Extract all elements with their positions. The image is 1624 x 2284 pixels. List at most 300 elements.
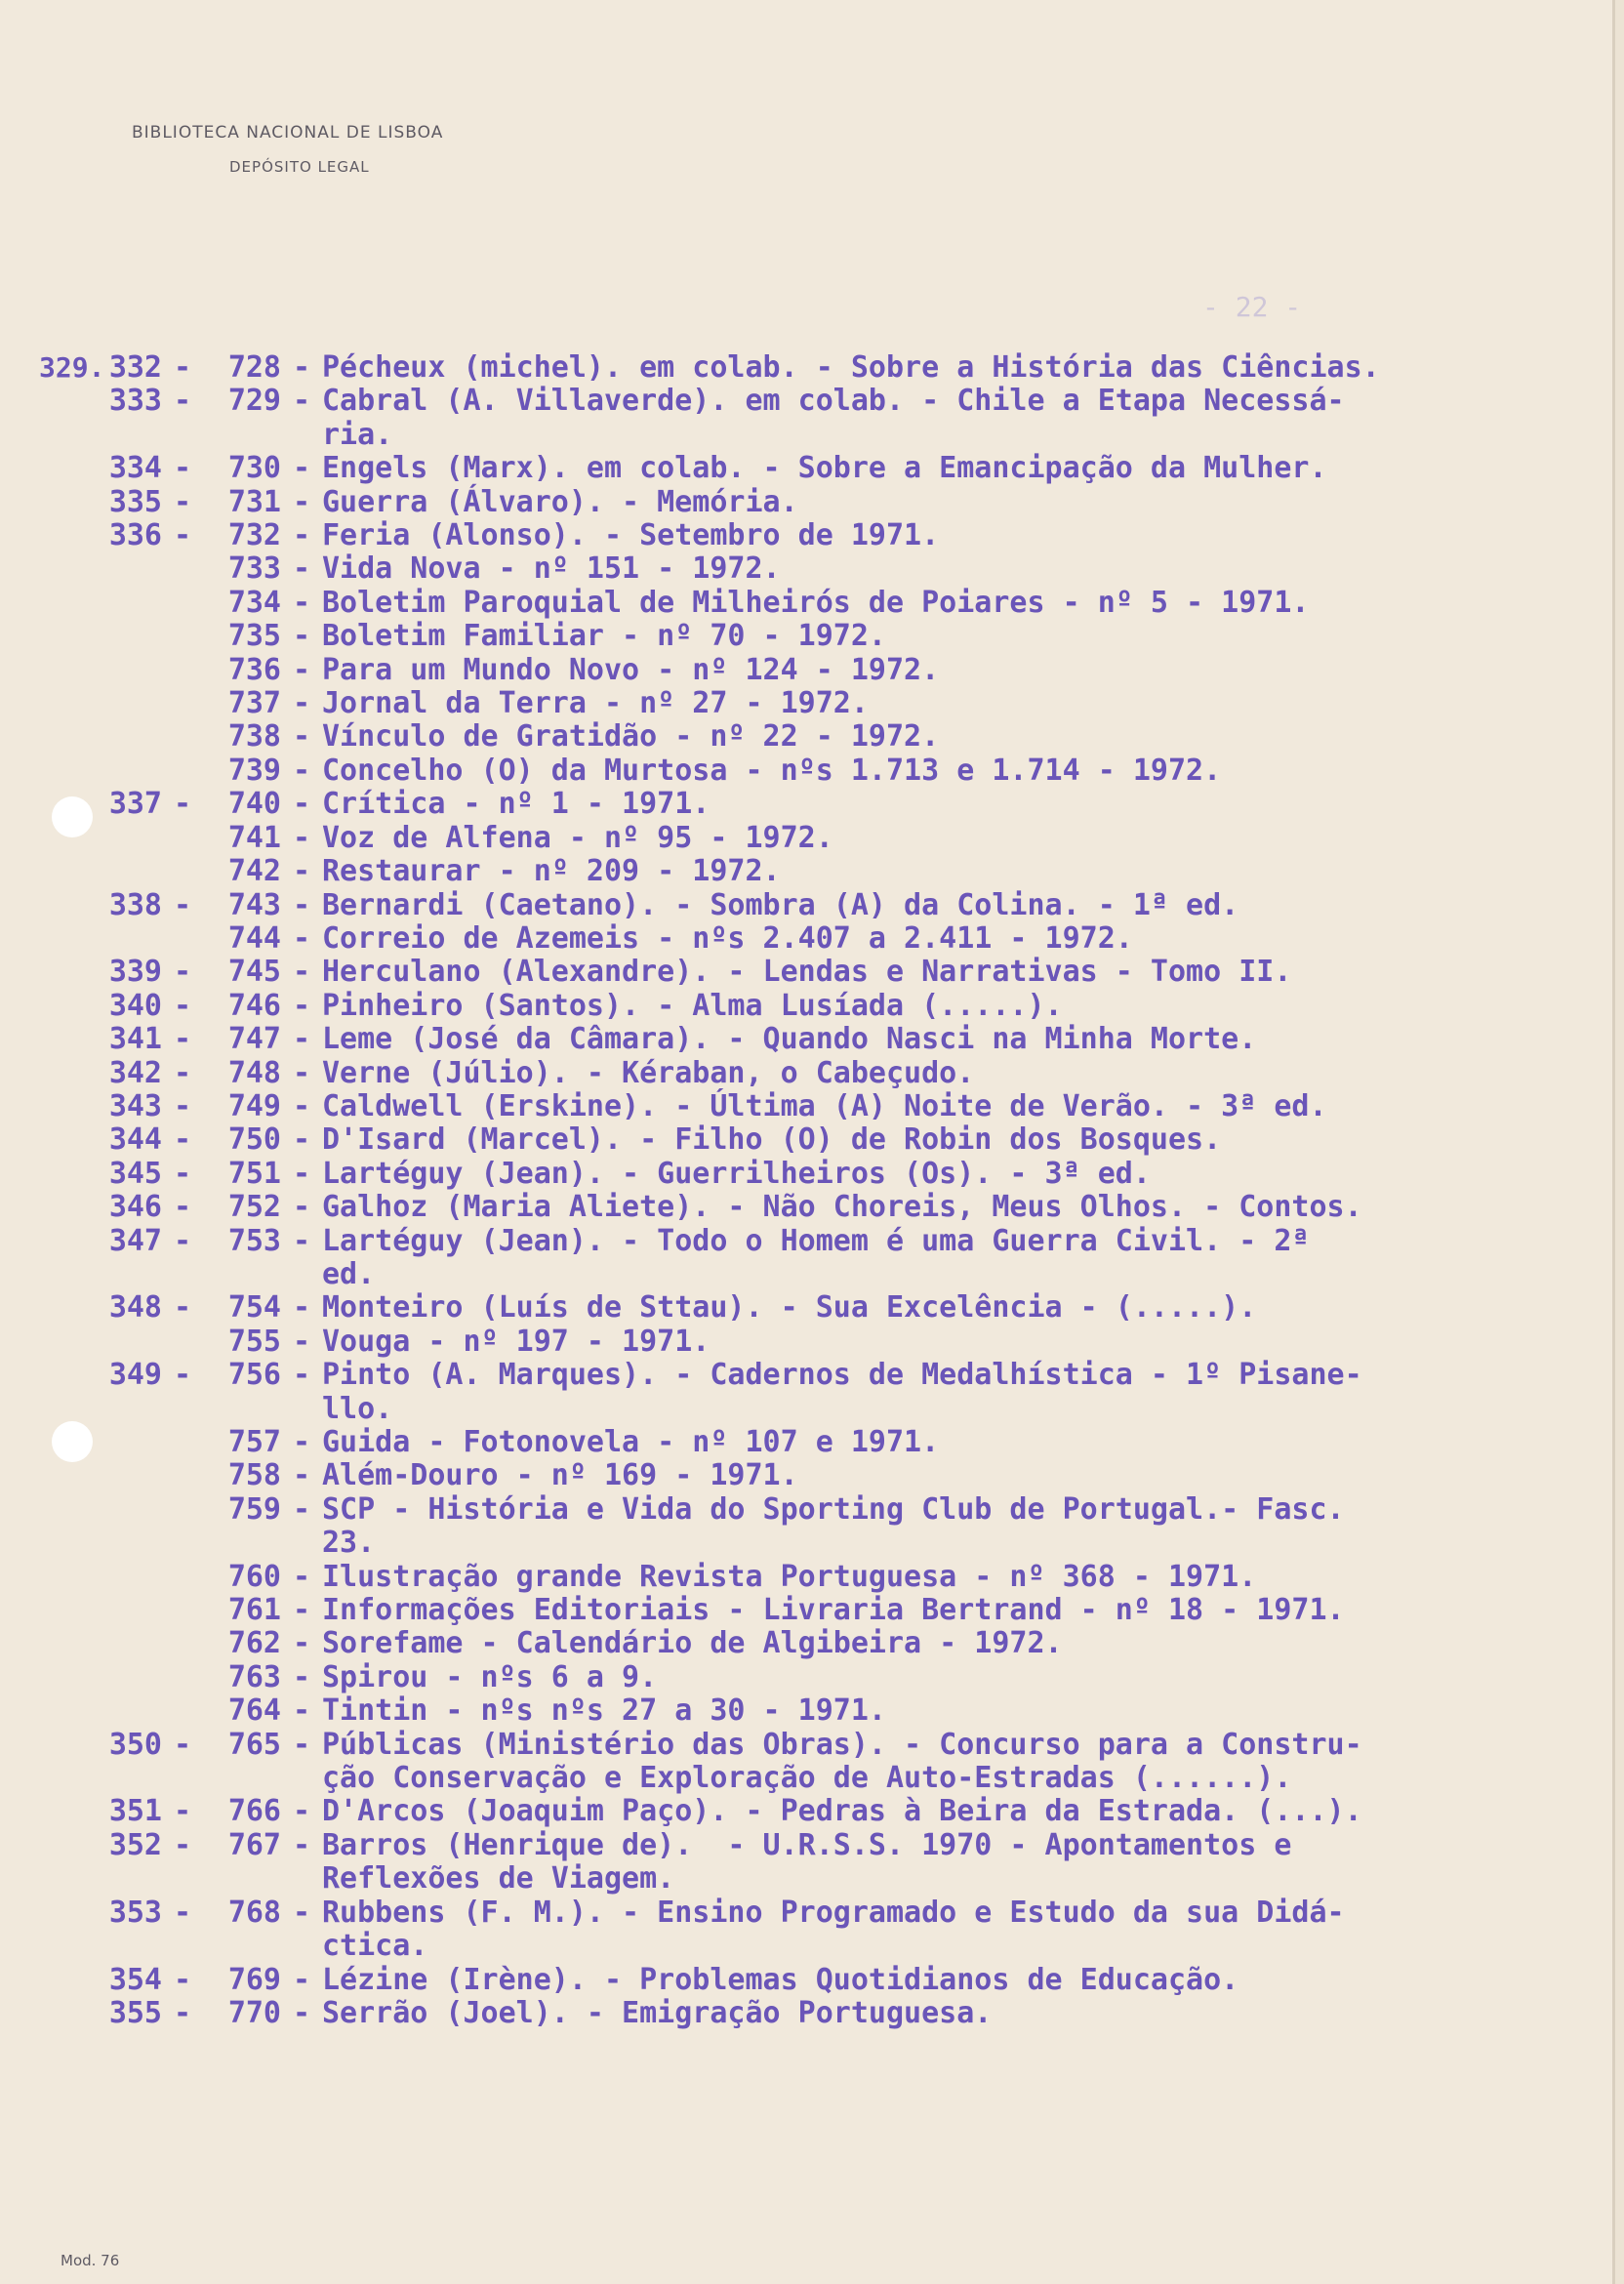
separator-dash: - [292, 1055, 311, 1090]
item-number: 756 [227, 1358, 281, 1393]
separator-dash: - [292, 1156, 311, 1191]
separator-dash: - [173, 1895, 192, 1930]
entry-prefix [39, 1359, 84, 1392]
item-number: 757 [227, 1425, 281, 1459]
item-number: 753 [227, 1223, 281, 1258]
entry-description: Lartéguy (Jean). - Guerrilheiros (Os). - 3ª ed. [322, 1156, 1151, 1191]
separator-dash: - [292, 1022, 311, 1057]
list-item [39, 1225, 1571, 1258]
registo-number: 355 [108, 1995, 162, 2030]
entry-continuation: ctica. [322, 1929, 428, 1964]
item-number: 752 [227, 1190, 281, 1225]
list-item [39, 587, 1571, 620]
item-number: 731 [227, 484, 281, 519]
item-number: 735 [227, 619, 281, 654]
separator-dash: - [292, 1827, 311, 1862]
entry-prefix [39, 1023, 84, 1056]
entry-description: Sorefame - Calendário de Algibeira - 1972. [322, 1626, 1063, 1661]
entry-description: Caldwell (Erskine). - Última (A) Noite de Verão. - 3ª ed. [322, 1088, 1327, 1123]
list-item [39, 720, 1571, 754]
entry-description: Ilustração grande Revista Portuguesa - nº 368 - 1971. [322, 1559, 1257, 1594]
registo-number: 336 [108, 518, 162, 553]
entry-description: D'Isard (Marcel). - Filho (O) de Robin dos Bosques. [322, 1122, 1222, 1158]
entry-description: Restaurar - nº 209 - 1972. [322, 854, 781, 889]
separator-dash [162, 654, 203, 687]
entry-prefix [39, 385, 84, 418]
entry-prefix [39, 1459, 84, 1492]
list-item [39, 990, 1571, 1023]
entry-prefix [39, 654, 84, 687]
entry-prefix [39, 1493, 84, 1527]
list-item [39, 1594, 1571, 1627]
entry-description: Spirou - nºs 6 a 9. [322, 1659, 658, 1694]
separator-dash: - [292, 955, 311, 990]
list-item [39, 1090, 1571, 1123]
entry-prefix [39, 587, 84, 620]
item-number: 769 [227, 1962, 281, 1997]
item-number: 739 [227, 753, 281, 788]
entry-description: Engels (Marx). em colab. - Sobre a Emancipação da Mulher. [322, 451, 1327, 486]
registo-number [84, 1493, 162, 1527]
registo-number: 340 [108, 988, 162, 1023]
registo-number: 341 [108, 1022, 162, 1057]
list-item [39, 1023, 1571, 1056]
list-item [39, 486, 1571, 519]
separator-dash: - [292, 787, 311, 822]
separator-dash: - [173, 1055, 192, 1090]
registo-number [84, 1627, 162, 1660]
separator-dash: - [292, 686, 311, 721]
registo-number: 354 [108, 1962, 162, 1997]
item-number: 758 [227, 1458, 281, 1493]
entry-prefix [39, 1225, 84, 1258]
entry-description: Barros (Henrique de). - U.R.S.S. 1970 - Apontamentos e [322, 1827, 1292, 1862]
list-item [39, 1158, 1571, 1191]
list-item [39, 385, 1571, 418]
separator-dash: - [173, 1122, 192, 1158]
entry-description: Para um Mundo Novo - nº 124 - 1972. [322, 652, 940, 687]
registo-number [84, 587, 162, 620]
department-name: DEPÓSITO LEGAL [229, 158, 370, 176]
item-number: 768 [227, 1895, 281, 1930]
list-item [39, 1627, 1571, 1660]
entry-description: Lartéguy (Jean). - Todo o Homem é uma Guerra Civil. - 2ª [322, 1223, 1310, 1258]
separator-dash: - [292, 1659, 311, 1694]
entry-description: Verne (Júlio). - Kéraban, o Cabeçudo. [322, 1055, 975, 1090]
entry-description: Tintin - nºs nºs 27 a 30 - 1971. [322, 1693, 886, 1729]
registo-number: 332 [108, 350, 162, 385]
list-item [39, 1694, 1571, 1728]
separator-dash: - [292, 384, 311, 419]
registo-number: 350 [108, 1727, 162, 1762]
registo-number: 333 [108, 384, 162, 419]
entry-description: Além-Douro - nº 169 - 1971. [322, 1458, 798, 1493]
separator-dash: - [173, 1190, 192, 1225]
registo-number [84, 755, 162, 788]
separator-dash [162, 1594, 203, 1627]
entry-prefix [39, 1057, 84, 1090]
entry-prefix [39, 1594, 84, 1627]
list-item [39, 1426, 1571, 1459]
entry-description: Serrão (Joel). - Emigração Portuguesa. [322, 1995, 993, 2030]
separator-dash [162, 720, 203, 754]
registo-number [84, 855, 162, 888]
item-number: 728 [227, 350, 281, 385]
punch-hole-bottom [52, 1421, 93, 1462]
registo-number: 345 [108, 1156, 162, 1191]
separator-dash [162, 1561, 203, 1594]
item-number: 766 [227, 1794, 281, 1829]
entry-prefix [39, 889, 84, 922]
separator-dash [162, 1661, 203, 1694]
entry-description: Guida - Fotonovela - nº 107 e 1971. [322, 1425, 940, 1459]
item-number: 751 [227, 1156, 281, 1191]
item-number: 744 [227, 920, 281, 956]
punch-hole-top [52, 796, 93, 837]
item-number: 741 [227, 820, 281, 855]
entry-description: Concelho (O) da Murtosa - nºs 1.713 e 1.714 - 1972. [322, 753, 1222, 788]
entry-prefix [39, 1123, 84, 1157]
item-number: 733 [227, 551, 281, 587]
item-number: 736 [227, 652, 281, 687]
registo-number: 334 [108, 451, 162, 486]
entry-list [39, 351, 1571, 2030]
separator-dash: - [173, 1995, 192, 2030]
separator-dash [162, 552, 203, 586]
registo-number [84, 1594, 162, 1627]
separator-dash: - [292, 854, 311, 889]
entry-description: Cabral (A. Villaverde). em colab. - Chile a Etapa Necessá- [322, 384, 1345, 419]
list-item [39, 1459, 1571, 1492]
entry-description: Pécheux (michel). em colab. - Sobre a História das Ciências. [322, 350, 1380, 385]
item-number: 746 [227, 988, 281, 1023]
registo-number: 342 [108, 1055, 162, 1090]
item-number: 759 [227, 1491, 281, 1527]
entry-description: Correio de Azemeis - nºs 2.407 a 2.411 - 1972. [322, 920, 1133, 956]
item-number: 755 [227, 1324, 281, 1359]
separator-dash: - [292, 1593, 311, 1628]
list-item [39, 1661, 1571, 1694]
separator-dash: - [173, 1223, 192, 1258]
registo-number [84, 552, 162, 586]
separator-dash: - [292, 1995, 311, 2030]
separator-dash: - [173, 1290, 192, 1326]
separator-dash: - [173, 518, 192, 553]
separator-dash: - [173, 384, 192, 419]
registo-number: 346 [108, 1190, 162, 1225]
entry-description: Boletim Familiar - nº 70 - 1972. [322, 619, 886, 654]
entry-prefix [39, 922, 84, 956]
separator-dash: - [173, 1827, 192, 1862]
registo-number [84, 654, 162, 687]
separator-dash [162, 1627, 203, 1660]
separator-dash: - [173, 1022, 192, 1057]
list-item [39, 1326, 1571, 1359]
list-item [39, 1191, 1571, 1224]
separator-dash: - [292, 820, 311, 855]
separator-dash: - [173, 1156, 192, 1191]
separator-dash: - [292, 1491, 311, 1527]
separator-dash: - [292, 753, 311, 788]
list-item [39, 552, 1571, 586]
separator-dash: - [292, 1794, 311, 1829]
list-item [39, 1829, 1571, 1862]
entry-description: Crítica - nº 1 - 1971. [322, 787, 710, 822]
separator-dash: - [292, 652, 311, 687]
item-number: 732 [227, 518, 281, 553]
entry-prefix [39, 956, 84, 989]
list-item [39, 654, 1571, 687]
entry-description: Lézine (Irène). - Problemas Quotidianos de Educação. [322, 1962, 1239, 1997]
item-number: 737 [227, 686, 281, 721]
separator-dash: - [173, 484, 192, 519]
separator-dash [162, 1326, 203, 1359]
entry-continuation: ria. [322, 417, 393, 452]
item-number: 750 [227, 1122, 281, 1158]
entry-prefix [39, 1158, 84, 1191]
entry-description: Galhoz (Maria Aliete). - Não Choreis, Meus Olhos. - Contos. [322, 1190, 1362, 1225]
separator-dash [162, 687, 203, 720]
entry-description: Feria (Alonso). - Setembro de 1971. [322, 518, 940, 553]
separator-dash: - [292, 1693, 311, 1729]
registo-number [84, 1426, 162, 1459]
separator-dash: - [173, 887, 192, 922]
entry-description: Boletim Paroquial de Milheirós de Poiares - nº 5 - 1971. [322, 585, 1310, 620]
separator-dash: - [173, 1088, 192, 1123]
list-item [39, 1123, 1571, 1157]
entry-description: D'Arcos (Joaquim Paço). - Pedras à Beira da Estrada. (...). [322, 1794, 1362, 1829]
entry-prefix [39, 1191, 84, 1224]
entry-prefix [39, 1964, 84, 1997]
separator-dash: - [292, 484, 311, 519]
registo-number [84, 1694, 162, 1728]
separator-dash: - [292, 920, 311, 956]
list-item [39, 755, 1571, 788]
item-number: 767 [227, 1827, 281, 1862]
entry-prefix [39, 1326, 84, 1359]
entry-prefix [39, 1090, 84, 1123]
list-item [39, 1964, 1571, 1997]
list-item [39, 889, 1571, 922]
separator-dash: - [292, 887, 311, 922]
item-number: 743 [227, 887, 281, 922]
entry-continuation: ção Conservação e Exploração de Auto-Estradas (......). [322, 1761, 1292, 1796]
entry-description: Guerra (Álvaro). - Memória. [322, 484, 798, 519]
entry-prefix [39, 1829, 84, 1862]
separator-dash: - [292, 719, 311, 755]
list-item [39, 351, 1571, 385]
entry-description: SCP - História e Vida do Sporting Club de Portugal.- Fasc. [322, 1491, 1345, 1527]
list-item [39, 788, 1571, 821]
registo-number: 347 [108, 1223, 162, 1258]
entry-description: Pinto (A. Marques). - Cadernos de Medalhística - 1º Pisane- [322, 1358, 1362, 1393]
separator-dash: - [173, 988, 192, 1023]
entry-prefix [39, 1897, 84, 1930]
separator-dash: - [292, 551, 311, 587]
separator-dash [162, 1694, 203, 1728]
item-number: 730 [227, 451, 281, 486]
entry-prefix [39, 1561, 84, 1594]
entry-prefix [39, 687, 84, 720]
separator-dash: - [292, 619, 311, 654]
registo-number: 343 [108, 1088, 162, 1123]
entry-description: Leme (José da Câmara). - Quando Nasci na Minha Morte. [322, 1022, 1257, 1057]
separator-dash: - [292, 350, 311, 385]
separator-dash: - [173, 451, 192, 486]
list-item [39, 1057, 1571, 1090]
list-item [39, 452, 1571, 485]
registo-number: 344 [108, 1122, 162, 1158]
separator-dash [162, 855, 203, 888]
item-number: 765 [227, 1727, 281, 1762]
separator-dash: - [173, 350, 192, 385]
separator-dash [162, 1493, 203, 1527]
entry-prefix [39, 990, 84, 1023]
list-item [39, 620, 1571, 653]
entry-description: Informações Editoriais - Livraria Bertrand - nº 18 - 1971. [322, 1593, 1345, 1628]
separator-dash: - [173, 1794, 192, 1829]
entry-description: Voz de Alfena - nº 95 - 1972. [322, 820, 833, 855]
entry-description: Vida Nova - nº 151 - 1972. [322, 551, 781, 587]
entry-description: Jornal da Terra - nº 27 - 1972. [322, 686, 869, 721]
item-number: 738 [227, 719, 281, 755]
entry-prefix [39, 720, 84, 754]
entry-description: Bernardi (Caetano). - Sombra (A) da Colina. - 1ª ed. [322, 887, 1239, 922]
letterhead [132, 123, 443, 176]
entry-prefix [39, 1291, 84, 1325]
entry-description: Monteiro (Luís de Sttau). - Sua Excelência - (.....). [322, 1290, 1257, 1326]
separator-dash [162, 1426, 203, 1459]
item-number: 749 [227, 1088, 281, 1123]
separator-dash [162, 1459, 203, 1492]
entry-description: Vínculo de Gratidão - nº 22 - 1972. [322, 719, 940, 755]
entry-continuation: Reflexões de Viagem. [322, 1861, 675, 1897]
entry-prefix [39, 452, 84, 485]
entry-prefix [39, 486, 84, 519]
item-number: 761 [227, 1593, 281, 1628]
list-item [39, 1561, 1571, 1594]
page-number: - 22 - [1202, 291, 1302, 323]
list-item [39, 1897, 1571, 1930]
list-item [39, 922, 1571, 956]
separator-dash: - [173, 1358, 192, 1393]
list-item [39, 1359, 1571, 1392]
list-item [39, 1795, 1571, 1828]
entry-continuation: llo. [322, 1391, 393, 1426]
registo-number [84, 1459, 162, 1492]
item-number: 747 [227, 1022, 281, 1057]
separator-dash [162, 620, 203, 653]
item-number: 742 [227, 854, 281, 889]
entry-prefix [39, 755, 84, 788]
item-number: 764 [227, 1693, 281, 1729]
entry-prefix [39, 1729, 84, 1762]
registo-number: 352 [108, 1827, 162, 1862]
separator-dash: - [292, 1559, 311, 1594]
separator-dash: - [292, 1324, 311, 1359]
registo-number [84, 922, 162, 956]
separator-dash: - [292, 518, 311, 553]
entry-prefix [39, 1795, 84, 1828]
registo-number [84, 1661, 162, 1694]
entry-prefix [39, 620, 84, 653]
separator-dash [162, 822, 203, 855]
registo-number [84, 822, 162, 855]
entry-description: Públicas (Ministério das Obras). - Concurso para a Constru- [322, 1727, 1362, 1762]
separator-dash: - [292, 988, 311, 1023]
separator-dash: - [292, 1962, 311, 1997]
separator-dash [162, 922, 203, 956]
registo-number: 349 [108, 1358, 162, 1393]
entry-prefix [39, 519, 84, 552]
separator-dash [162, 755, 203, 788]
list-item [39, 1729, 1571, 1762]
separator-dash: - [292, 1727, 311, 1762]
entry-description: Pinheiro (Santos). - Alma Lusíada (.....). [322, 988, 1063, 1023]
entry-description: Herculano (Alexandre). - Lendas e Narrativas - Tomo II. [322, 955, 1292, 990]
item-number: 745 [227, 955, 281, 990]
item-number: 770 [227, 1995, 281, 2030]
separator-dash: - [292, 1122, 311, 1158]
separator-dash: - [292, 1458, 311, 1493]
entry-prefix [39, 552, 84, 586]
list-item [39, 1291, 1571, 1325]
registo-number: 337 [108, 787, 162, 822]
item-number: 740 [227, 787, 281, 822]
registo-number [84, 620, 162, 653]
separator-dash: - [173, 1727, 192, 1762]
separator-dash: - [173, 1962, 192, 1997]
entry-prefix [39, 1627, 84, 1660]
item-number: 762 [227, 1626, 281, 1661]
separator-dash: - [292, 1223, 311, 1258]
registo-number [84, 720, 162, 754]
item-number: 729 [227, 384, 281, 419]
entry-prefix [39, 1661, 84, 1694]
separator-dash: - [292, 1190, 311, 1225]
separator-dash: - [292, 1088, 311, 1123]
entry-description: Rubbens (F. M.). - Ensino Programado e Estudo da sua Didá- [322, 1895, 1345, 1930]
institution-name: BIBLIOTECA NACIONAL DE LISBOA [132, 123, 444, 143]
separator-dash: - [292, 585, 311, 620]
registo-number [84, 1561, 162, 1594]
separator-dash: - [292, 451, 311, 486]
registo-number: 338 [108, 887, 162, 922]
registo-number: 351 [108, 1794, 162, 1829]
list-item [39, 519, 1571, 552]
registo-number: 339 [108, 955, 162, 990]
item-number: 763 [227, 1659, 281, 1694]
item-number: 754 [227, 1290, 281, 1326]
list-item [39, 822, 1571, 855]
separator-dash: - [173, 955, 192, 990]
entry-description: Vouga - nº 197 - 1971. [322, 1324, 710, 1359]
registo-number [84, 687, 162, 720]
item-number: 748 [227, 1055, 281, 1090]
entry-continuation: ed. [322, 1256, 376, 1291]
entry-prefix: 329. [39, 351, 105, 384]
registo-number: 348 [108, 1290, 162, 1326]
entry-prefix [39, 1694, 84, 1728]
separator-dash: - [292, 1626, 311, 1661]
form-model-label: Mod. 76 [61, 2252, 120, 2269]
entry-continuation: 23. [322, 1526, 376, 1561]
entry-prefix [39, 1997, 84, 2030]
list-item [39, 1493, 1571, 1527]
list-item [39, 1997, 1571, 2030]
separator-dash: - [292, 1290, 311, 1326]
item-number: 760 [227, 1559, 281, 1594]
